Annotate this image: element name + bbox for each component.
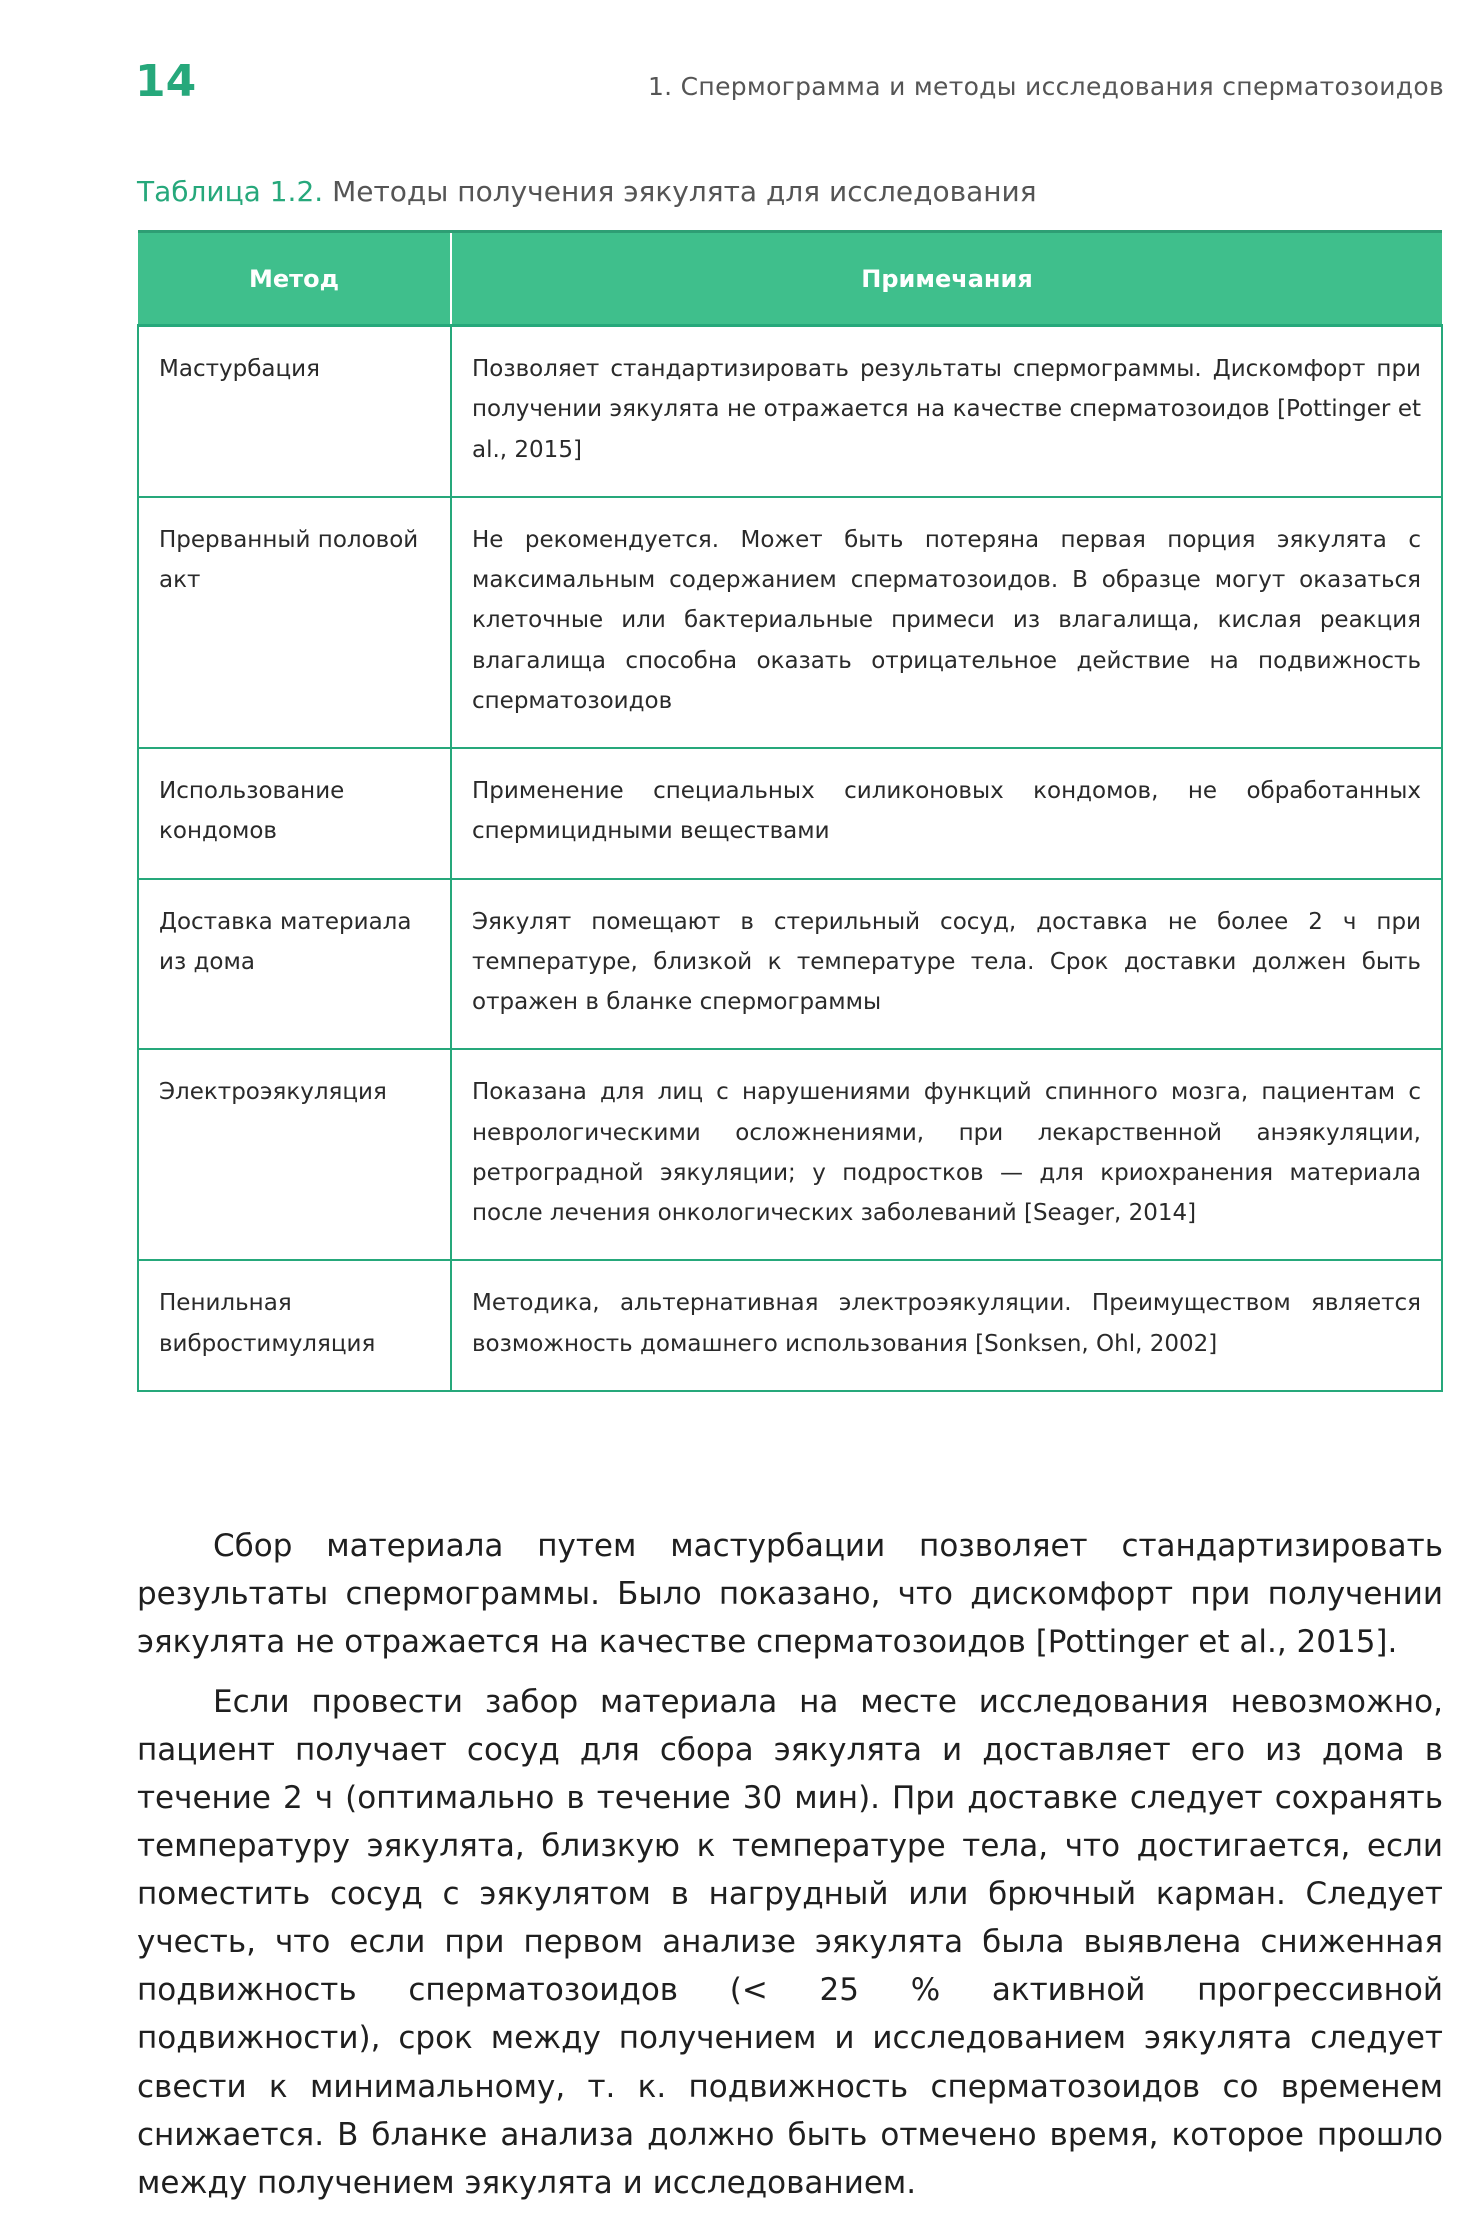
table-cell-method: Доставка материала из дома (138, 879, 451, 1050)
table-row (138, 497, 1442, 748)
table-cell-note: Позволяет стандартизировать результаты спермограммы. Дискомфорт при получении эякулята не отражается на качестве сперматозоидов [Pottinger et al., 2015] (451, 326, 1442, 497)
running-header: 1. Спермограмма и методы исследования сперматозоидов (647, 72, 1444, 101)
table-cell-note: Показана для лиц с нарушениями функций спинного мозга, пациентам с неврологическими осложнениями, при лекарственной анэякуляции, ретроградной эякуляции; у подростков — для криохранения материала после лечения онкологических заболеваний [Seager, 2014] (451, 1049, 1442, 1260)
table-cell-method: Электроэякуляция (138, 1049, 451, 1260)
body-paragraph: Если провести забор материала на месте исследования невозможно, пациент получает сосуд для сбора эякулята и доставляет его из дома в течение 2 ч (оптимально в течение 30 мин). При доставке следует сохранять температуру эякулята, близкую к температуре тела, что достигается, если поместить сосуд с эякулятом в нагрудный или брючный карман. Следует учесть, что если при первом анализе эякулята была выявлена сниженная подвижность сперматозоидов (< 25 % активной прогрессивной подвижности), срок между получением и исследованием эякулята следует свести к минимальному, т. к. подвижность сперматозоидов со временем снижается. В бланке анализа должно быть отмечено время, которое прошло между получением эякулята и исследованием. (137, 1684, 1443, 2201)
table-cell-note: Эякулят помещают в стерильный сосуд, доставка не более 2 ч при температуре, близкой к температуре тела. Срок доставки должен быть отражен в бланке спермограммы (451, 879, 1442, 1050)
table-cell-method: Мастурбация (138, 326, 451, 497)
column-header-notes: Примечания (451, 232, 1442, 326)
body-paragraph: Сбор материала путем мастурбации позволяет стандартизировать результаты спермограммы. Было показано, что дискомфорт при получении эякулята не отражается на качестве сперматозоидов [Pottinger et al., 2015]. (137, 1528, 1443, 1661)
table-caption (137, 175, 1037, 208)
table-cell-note: Не рекомендуется. Может быть потеряна первая порция эякулята с максимальным содержанием сперматозоидов. В образце могут оказаться клеточные или бактериальные примеси из влагалища, кислая реакция влагалища способна оказать отрицательное действие на подвижность сперматозоидов (451, 497, 1442, 748)
table-cell-method: Пенильная вибростимуляция (138, 1260, 451, 1391)
body-text (137, 1522, 1443, 2219)
table-caption-label: Таблица 1.2. (137, 175, 324, 208)
table-row (138, 1260, 1442, 1391)
table-caption-text: Методы получения эякулята для исследования (323, 175, 1037, 208)
methods-table (137, 230, 1443, 1392)
table-cell-method: Использование кондомов (138, 748, 451, 879)
table-row (138, 879, 1442, 1050)
table-row (138, 326, 1442, 497)
table-row (138, 1049, 1442, 1260)
table-header-row (138, 232, 1442, 326)
table-cell-note: Применение специальных силиконовых кондомов, не обработанных спермицидными веществами (451, 748, 1442, 879)
column-header-method: Метод (138, 232, 451, 326)
table-cell-method: Прерванный половой акт (138, 497, 451, 748)
table-cell-note: Методика, альтернативная электроэякуляции. Преимуществом является возможность домашнего использования [Sonksen, Ohl, 2002] (451, 1260, 1442, 1391)
page-number: 14 (135, 56, 197, 107)
table-row (138, 748, 1442, 879)
